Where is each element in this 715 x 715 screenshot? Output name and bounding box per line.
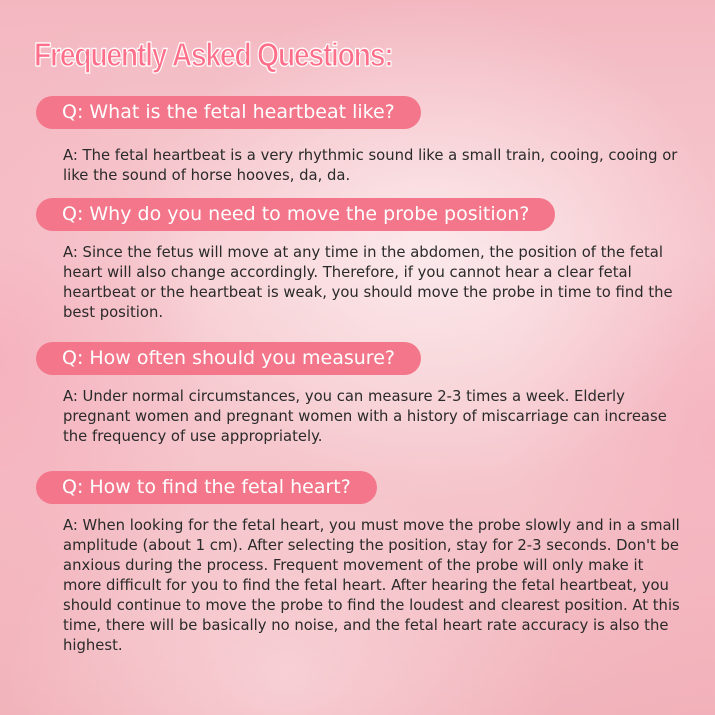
faq-answer-2: A: Since the fetus will move at any time in the abdomen, the position of the fetal heart will also change accordingly. Therefore, if you cannot hear a clear fetal heartbeat or the heartbeat is weak, you should move the probe in time to find the best position.	[63, 244, 673, 321]
page-title: Frequently Asked Questions:	[34, 36, 393, 73]
faq-question-3: Q: How often should you measure?	[36, 342, 421, 375]
faq-answer-4: A: When looking for the fetal heart, you must move the probe slowly and in a small amplitude (about 1 cm). After selecting the position, stay for 2-3 seconds. Don't be anxious during the process. Frequent movement of the probe will only make it more difficult for you to find the fetal heart. After hearing the fetal heartbeat, you should continue to move the probe to find the loudest and clearest position. At this time, there will be basically no noise, and the fetal heart rate accuracy is also the highest.	[63, 517, 680, 654]
faq-answer-3: A: Under normal circumstances, you can measure 2-3 times a week. Elderly pregnant women and pregnant women with a history of miscarriage can increase the frequency of use appropriately.	[63, 388, 667, 445]
faq-question-1: Q: What is the fetal heartbeat like?	[36, 96, 421, 129]
faq-answer-1: A: The fetal heartbeat is a very rhythmic sound like a small train, cooing, cooing or like the sound of horse hooves, da, da.	[63, 147, 678, 184]
faq-question-2: Q: Why do you need to move the probe position?	[36, 198, 555, 231]
faq-question-4: Q: How to find the fetal heart?	[36, 471, 377, 504]
